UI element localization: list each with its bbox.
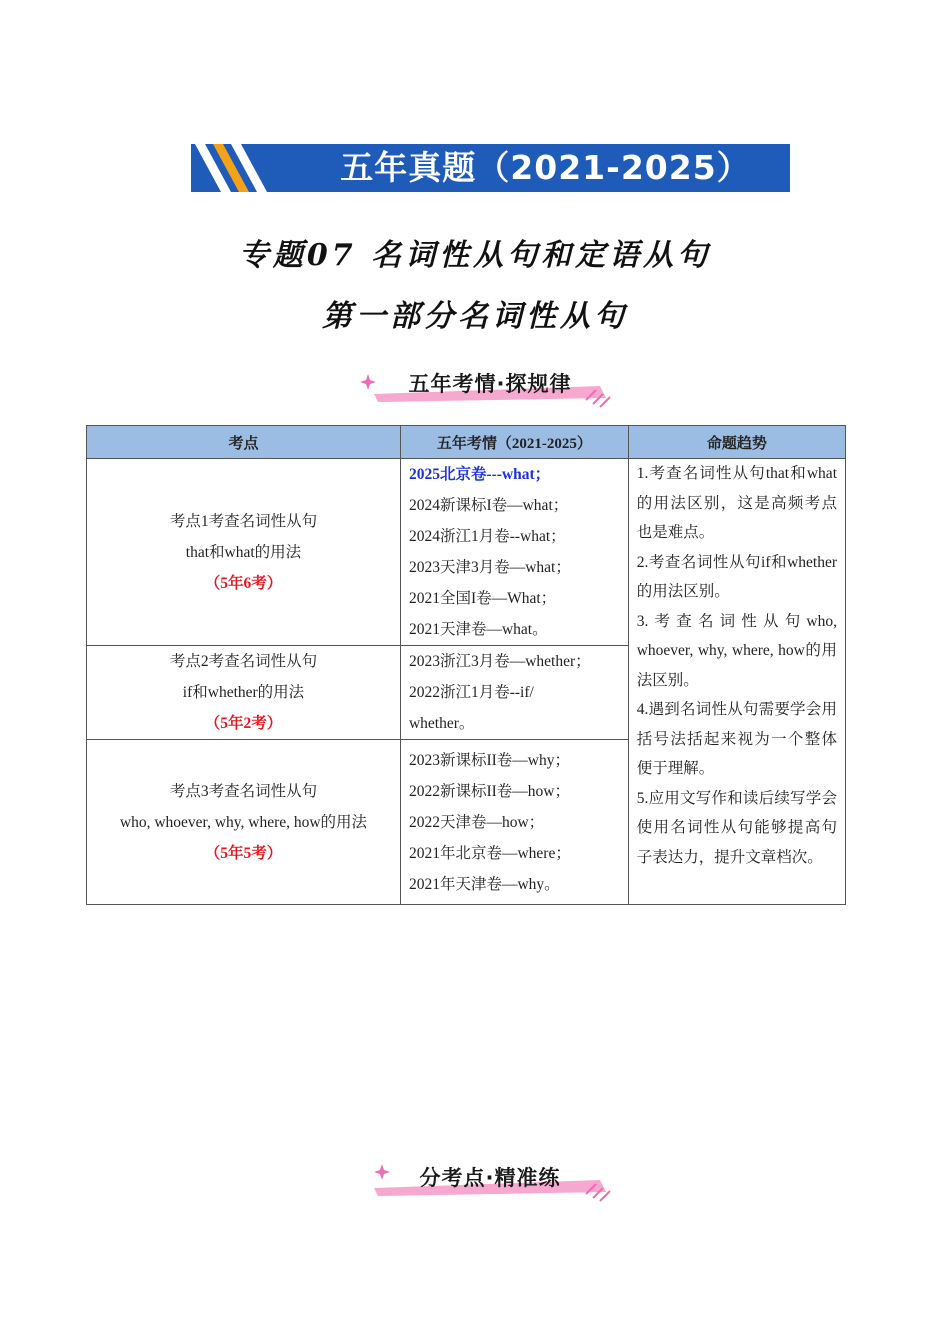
trend-item: 1.考查名词性从句that和what的用法区别，这是高频考点也是难点。 xyxy=(636,465,837,541)
exam-item: 2023新课标II卷—why； xyxy=(408,751,570,769)
point-sub: that和what的用法 xyxy=(185,543,302,561)
point-cell xyxy=(87,646,401,740)
header-point: 考点 xyxy=(87,426,401,459)
trend-item: 2.考查名词性从句if和whether的用法区别。 xyxy=(636,553,837,600)
exam-list-cell xyxy=(400,740,628,905)
exam-item: 2022新课标II卷—how； xyxy=(408,782,570,800)
section-header-practice xyxy=(360,1158,620,1202)
table-header-row xyxy=(87,426,846,459)
point-cell xyxy=(87,459,401,646)
exam-item: 2022浙江1月卷--if/ xyxy=(408,684,534,701)
exam-analysis-table xyxy=(86,425,846,905)
point-sub: who, whoever, why, where, how的用法 xyxy=(119,813,368,831)
exam-item: 2021年天津卷—why。 xyxy=(408,875,560,893)
exam-item: 2021年北京卷—where； xyxy=(408,844,571,862)
point-title: 考点3考查名词性从句 xyxy=(169,782,318,800)
exam-item: 2023天津3月卷—what； xyxy=(408,559,571,576)
exam-list-cell xyxy=(400,459,628,646)
exam-item: 2021天津卷—what。 xyxy=(408,621,548,638)
exam-list-cell xyxy=(400,646,628,740)
point-title: 考点1考查名词性从句 xyxy=(169,512,318,530)
part-title: 第一部分名词性从句 xyxy=(322,299,628,334)
trend-cell xyxy=(628,459,845,905)
trend-item: 4.遇到名词性从句需要学会用括号法括起来视为一个整体便于理解。 xyxy=(636,701,837,777)
exam-item: 2024新课标I卷—what； xyxy=(408,497,569,514)
banner-title: 五年真题（2021-2025） xyxy=(340,148,751,187)
table-row xyxy=(87,459,846,646)
title-banner xyxy=(191,144,790,192)
point-title: 考点2考查名词性从句 xyxy=(169,653,318,670)
exam-item: 2022天津卷—how； xyxy=(408,813,545,831)
header-exams: 五年考情（2021-2025） xyxy=(400,426,628,459)
exam-count: （5年5考） xyxy=(204,844,283,862)
section-label: 分考点·精准练 xyxy=(419,1166,561,1190)
header-trend: 命题趋势 xyxy=(628,426,845,459)
exam-count: （5年2考） xyxy=(204,715,283,732)
topic-title: 专题07 名词性从句和定语从句 xyxy=(238,238,712,273)
trend-item: 3.考查名词性从句who, whoever, why, where, how的用法区别。 xyxy=(636,612,837,689)
banner-stripes-decoration xyxy=(191,144,281,192)
section-label: 五年考情·探规律 xyxy=(408,372,572,396)
point-sub: if和whether的用法 xyxy=(182,684,305,701)
trend-item: 5.应用文写作和读后续写学会使用名词性从句能够提高句子表达力，提升文章档次。 xyxy=(636,789,837,866)
exam-item: 2025北京卷---what； xyxy=(408,466,551,483)
exam-item: 2024浙江1月卷--what； xyxy=(408,528,566,545)
point-cell xyxy=(87,740,401,905)
exam-count: （5年6考） xyxy=(204,574,283,592)
exam-item: 2023浙江3月卷—whether； xyxy=(408,653,591,670)
exam-item: 2021全国I卷—What； xyxy=(408,590,557,607)
exam-item: whether。 xyxy=(408,715,475,732)
section-header-trends xyxy=(360,364,620,408)
